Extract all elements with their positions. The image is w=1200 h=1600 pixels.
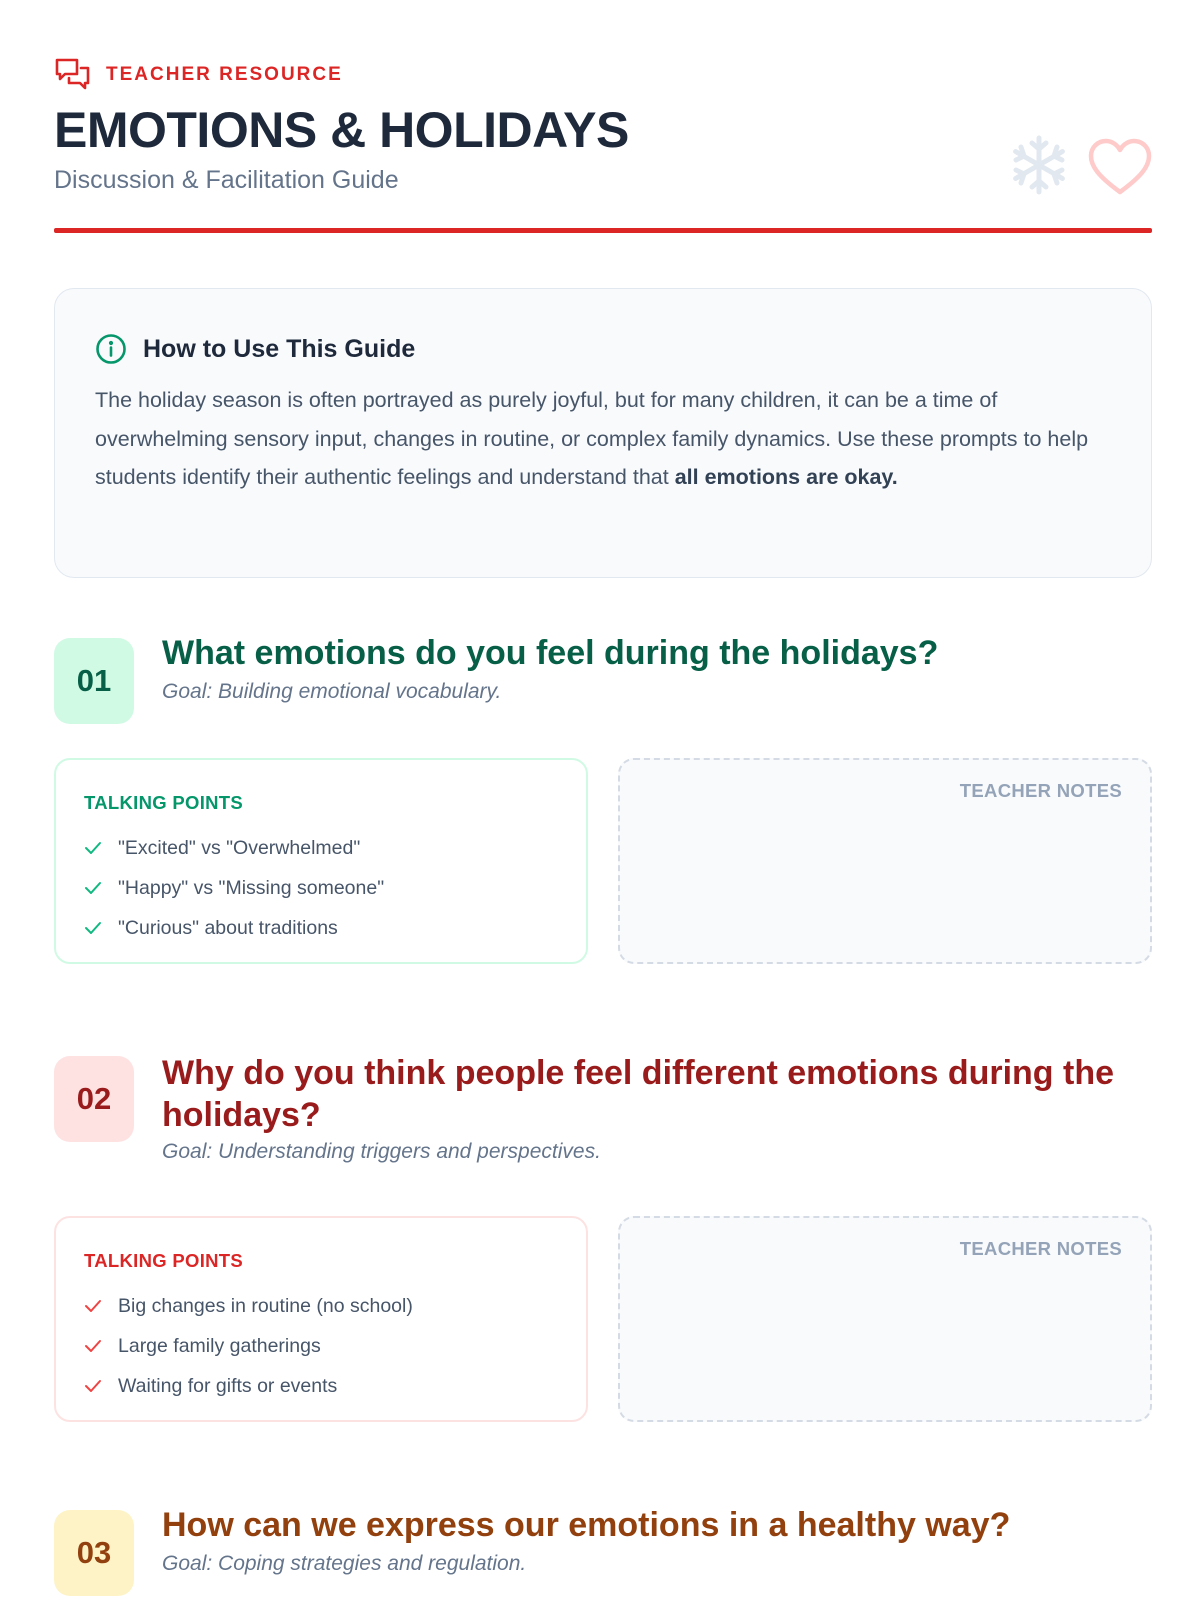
guide-title: How to Use This Guide — [143, 334, 416, 363]
question-goal: Goal: Building emotional vocabulary. — [162, 680, 502, 703]
page-header — [54, 52, 1152, 232]
guide-emphasis: all emotions are okay. — [674, 465, 898, 489]
chat-bubbles-icon — [54, 56, 92, 94]
talking-point-text: Waiting for gifts or events — [118, 1374, 338, 1397]
heart-icon — [1088, 138, 1152, 198]
list-item — [84, 828, 384, 868]
check-icon — [84, 921, 102, 935]
list-item — [84, 908, 384, 948]
check-icon — [84, 881, 102, 895]
question-number: 03 — [54, 1510, 134, 1596]
snowflake-icon — [1008, 134, 1070, 196]
talking-point-text: "Happy" vs "Missing someone" — [118, 876, 385, 899]
teacher-notes-area[interactable] — [618, 758, 1152, 964]
check-icon — [84, 841, 102, 855]
talking-point-text: "Excited" vs "Overwhelmed" — [118, 836, 361, 859]
question-title: What emotions do you feel during the holidays? — [162, 634, 939, 672]
page-title: EMOTIONS & HOLIDAYS — [54, 102, 629, 158]
teacher-notes-area[interactable] — [618, 1216, 1152, 1422]
page — [54, 0, 1152, 1600]
talking-points-label: TALKING POINTS — [84, 792, 244, 813]
check-icon — [84, 1379, 102, 1393]
page-subtitle: Discussion & Facilitation Guide — [54, 166, 399, 194]
guide-panel — [54, 288, 1152, 578]
talking-point-text: Large family gatherings — [118, 1334, 321, 1357]
question-goal: Goal: Understanding triggers and perspectives. — [162, 1140, 601, 1163]
list-item — [84, 868, 384, 908]
guide-body-text: The holiday season is often portrayed as purely joyful, but for many children, it can be a time of overwhelming sensory input, changes in routine, or complex family dynamics. Use these prompts to help students identify their authentic feelings and understand that — [95, 388, 1089, 489]
kicker — [54, 56, 343, 94]
list-item — [84, 1286, 413, 1326]
question-number: 01 — [54, 638, 134, 724]
question-title: Why do you think people feel different emotions during the holidays? — [162, 1054, 1115, 1134]
teacher-notes-label: TEACHER NOTES — [959, 1238, 1122, 1259]
list-item — [84, 1366, 413, 1406]
talking-point-text: "Curious" about traditions — [118, 916, 338, 939]
talking-points-card — [54, 758, 588, 964]
header-rule — [54, 228, 1152, 233]
guide-body — [95, 381, 1105, 497]
teacher-notes-label: TEACHER NOTES — [959, 780, 1122, 801]
question-title: How can we express our emotions in a healthy way? — [162, 1506, 1011, 1544]
list-item — [84, 1326, 413, 1366]
check-icon — [84, 1299, 102, 1313]
question-goal: Goal: Coping strategies and regulation. — [162, 1552, 527, 1575]
talking-points-card — [54, 1216, 588, 1422]
info-circle-icon — [95, 333, 127, 365]
guide-heading — [95, 333, 415, 365]
question-number: 02 — [54, 1056, 134, 1142]
kicker-text: TEACHER RESOURCE — [106, 64, 343, 85]
check-icon — [84, 1339, 102, 1353]
talking-points-list — [84, 1286, 413, 1406]
talking-points-list — [84, 828, 384, 948]
talking-points-label: TALKING POINTS — [84, 1250, 244, 1271]
talking-point-text: Big changes in routine (no school) — [118, 1294, 413, 1317]
